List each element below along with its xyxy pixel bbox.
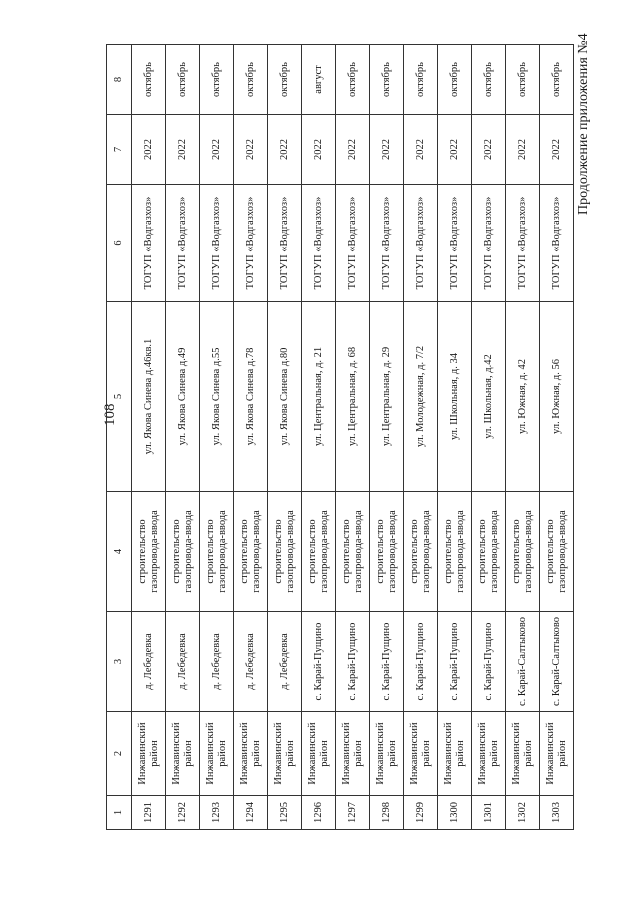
cell-work-type: строительство газопровода-ввода xyxy=(234,492,268,612)
cell-month: октябрь xyxy=(506,45,540,115)
cell-work-type: строительство газопровода-ввода xyxy=(506,492,540,612)
cell-contractor: ТОГУП «Водгазхоз» xyxy=(506,185,540,302)
cell-month: октябрь xyxy=(132,45,166,115)
cell-address: ул. Школьная, д. 34 xyxy=(438,302,472,492)
cell-row-number: 1292 xyxy=(166,796,200,830)
table-body xyxy=(132,45,574,830)
cell-year: 2022 xyxy=(540,115,574,185)
cell-district: Инжавинский район xyxy=(200,712,234,796)
cell-address: ул. Южная, д. 56 xyxy=(540,302,574,492)
cell-district: Инжавинский район xyxy=(540,712,574,796)
cell-year: 2022 xyxy=(132,115,166,185)
table-row xyxy=(438,45,472,830)
cell-row-number: 1295 xyxy=(268,796,302,830)
cell-row-number: 1293 xyxy=(200,796,234,830)
cell-month: октябрь xyxy=(336,45,370,115)
cell-settlement: с. Карай-Салтыково xyxy=(506,612,540,712)
cell-district: Инжавинский район xyxy=(472,712,506,796)
cell-month: октябрь xyxy=(234,45,268,115)
cell-work-type: строительство газопровода-ввода xyxy=(166,492,200,612)
cell-district: Инжавинский район xyxy=(370,712,404,796)
cell-settlement: д. Лебедевка xyxy=(234,612,268,712)
cell-address: ул. Центральная, д. 68 xyxy=(336,302,370,492)
cell-settlement: с. Карай-Пущино xyxy=(370,612,404,712)
cell-work-type: строительство газопровода-ввода xyxy=(268,492,302,612)
cell-district: Инжавинский район xyxy=(404,712,438,796)
cell-settlement: с. Карай-Пущино xyxy=(302,612,336,712)
cell-work-type: строительство газопровода-ввода xyxy=(200,492,234,612)
cell-settlement: с. Карай-Пущино xyxy=(404,612,438,712)
column-header: 5 xyxy=(107,302,132,492)
table-row xyxy=(200,45,234,830)
cell-year: 2022 xyxy=(370,115,404,185)
cell-work-type: строительство газопровода-ввода xyxy=(472,492,506,612)
cell-settlement: с. Карай-Салтыково xyxy=(540,612,574,712)
cell-work-type: строительство газопровода-ввода xyxy=(302,492,336,612)
cell-month: октябрь xyxy=(370,45,404,115)
cell-row-number: 1300 xyxy=(438,796,472,830)
column-header: 8 xyxy=(107,45,132,115)
cell-address: ул. Якова Синева д.78 xyxy=(234,302,268,492)
cell-district: Инжавинский район xyxy=(132,712,166,796)
cell-year: 2022 xyxy=(336,115,370,185)
column-header: 4 xyxy=(107,492,132,612)
cell-address: ул. Якова Синева д.46кв.1 xyxy=(132,302,166,492)
cell-month: август xyxy=(302,45,336,115)
cell-year: 2022 xyxy=(438,115,472,185)
cell-month: октябрь xyxy=(166,45,200,115)
cell-settlement: с. Карай-Пущино xyxy=(472,612,506,712)
appendix-table-container xyxy=(106,45,568,830)
column-header: 6 xyxy=(107,185,132,302)
cell-month: октябрь xyxy=(200,45,234,115)
cell-address: ул. Якова Синева д.49 xyxy=(166,302,200,492)
cell-district: Инжавинский район xyxy=(234,712,268,796)
cell-row-number: 1301 xyxy=(472,796,506,830)
cell-work-type: строительство газопровода-ввода xyxy=(132,492,166,612)
cell-address: ул. Центральная, д. 29 xyxy=(370,302,404,492)
cell-work-type: строительство газопровода-ввода xyxy=(336,492,370,612)
cell-row-number: 1296 xyxy=(302,796,336,830)
cell-year: 2022 xyxy=(234,115,268,185)
cell-contractor: ТОГУП «Водгазхоз» xyxy=(166,185,200,302)
cell-contractor: ТОГУП «Водгазхоз» xyxy=(540,185,574,302)
table-row xyxy=(336,45,370,830)
cell-year: 2022 xyxy=(200,115,234,185)
cell-row-number: 1294 xyxy=(234,796,268,830)
cell-year: 2022 xyxy=(166,115,200,185)
cell-address: ул. Якова Синева д.55 xyxy=(200,302,234,492)
cell-settlement: д. Лебедевка xyxy=(268,612,302,712)
cell-settlement: д. Лебедевка xyxy=(200,612,234,712)
cell-work-type: строительство газопровода-ввода xyxy=(404,492,438,612)
cell-settlement: д. Лебедевка xyxy=(166,612,200,712)
appendix-table xyxy=(106,44,574,830)
page-number: 108 xyxy=(102,403,118,426)
cell-settlement: д. Лебедевка xyxy=(132,612,166,712)
cell-row-number: 1291 xyxy=(132,796,166,830)
cell-work-type: строительство газопровода-ввода xyxy=(370,492,404,612)
table-row xyxy=(540,45,574,830)
table-row xyxy=(268,45,302,830)
column-header: 1 xyxy=(107,796,132,830)
cell-district: Инжавинский район xyxy=(336,712,370,796)
header-row xyxy=(107,45,132,830)
cell-contractor: ТОГУП «Водгазхоз» xyxy=(472,185,506,302)
cell-month: октябрь xyxy=(438,45,472,115)
cell-month: октябрь xyxy=(404,45,438,115)
cell-month: октябрь xyxy=(268,45,302,115)
cell-year: 2022 xyxy=(472,115,506,185)
cell-work-type: строительство газопровода-ввода xyxy=(438,492,472,612)
cell-district: Инжавинский район xyxy=(268,712,302,796)
column-header: 3 xyxy=(107,612,132,712)
cell-row-number: 1298 xyxy=(370,796,404,830)
cell-contractor: ТОГУП «Водгазхоз» xyxy=(336,185,370,302)
table-row xyxy=(404,45,438,830)
cell-year: 2022 xyxy=(404,115,438,185)
cell-address: ул. Южная, д. 42 xyxy=(506,302,540,492)
table-row xyxy=(166,45,200,830)
cell-settlement: с. Карай-Пущино xyxy=(336,612,370,712)
column-header: 2 xyxy=(107,712,132,796)
cell-row-number: 1302 xyxy=(506,796,540,830)
cell-year: 2022 xyxy=(302,115,336,185)
table-row xyxy=(132,45,166,830)
cell-district: Инжавинский район xyxy=(438,712,472,796)
cell-contractor: ТОГУП «Водгазхоз» xyxy=(370,185,404,302)
table-row xyxy=(302,45,336,830)
cell-contractor: ТОГУП «Водгазхоз» xyxy=(234,185,268,302)
cell-district: Инжавинский район xyxy=(506,712,540,796)
cell-row-number: 1299 xyxy=(404,796,438,830)
cell-contractor: ТОГУП «Водгазхоз» xyxy=(268,185,302,302)
cell-contractor: ТОГУП «Водгазхоз» xyxy=(404,185,438,302)
cell-address: ул. Центральная, д. 21 xyxy=(302,302,336,492)
column-header: 7 xyxy=(107,115,132,185)
cell-district: Инжавинский район xyxy=(302,712,336,796)
cell-address: ул. Молодежная, д. 7/2 xyxy=(404,302,438,492)
cell-month: октябрь xyxy=(472,45,506,115)
table-row xyxy=(234,45,268,830)
cell-year: 2022 xyxy=(268,115,302,185)
cell-address: ул. Якова Синева д.80 xyxy=(268,302,302,492)
cell-year: 2022 xyxy=(506,115,540,185)
cell-contractor: ТОГУП «Водгазхоз» xyxy=(302,185,336,302)
cell-row-number: 1297 xyxy=(336,796,370,830)
cell-district: Инжавинский район xyxy=(166,712,200,796)
cell-contractor: ТОГУП «Водгазхоз» xyxy=(438,185,472,302)
cell-address: ул. Школьная, д.42 xyxy=(472,302,506,492)
cell-contractor: ТОГУП «Водгазхоз» xyxy=(132,185,166,302)
table-row xyxy=(506,45,540,830)
cell-work-type: строительство газопровода-ввода xyxy=(540,492,574,612)
cell-month: октябрь xyxy=(540,45,574,115)
table-row xyxy=(370,45,404,830)
cell-settlement: с. Карай-Пущино xyxy=(438,612,472,712)
cell-row-number: 1303 xyxy=(540,796,574,830)
table-row xyxy=(472,45,506,830)
cell-contractor: ТОГУП «Водгазхоз» xyxy=(200,185,234,302)
continuation-note: Продолжение приложения №4 xyxy=(576,33,591,215)
